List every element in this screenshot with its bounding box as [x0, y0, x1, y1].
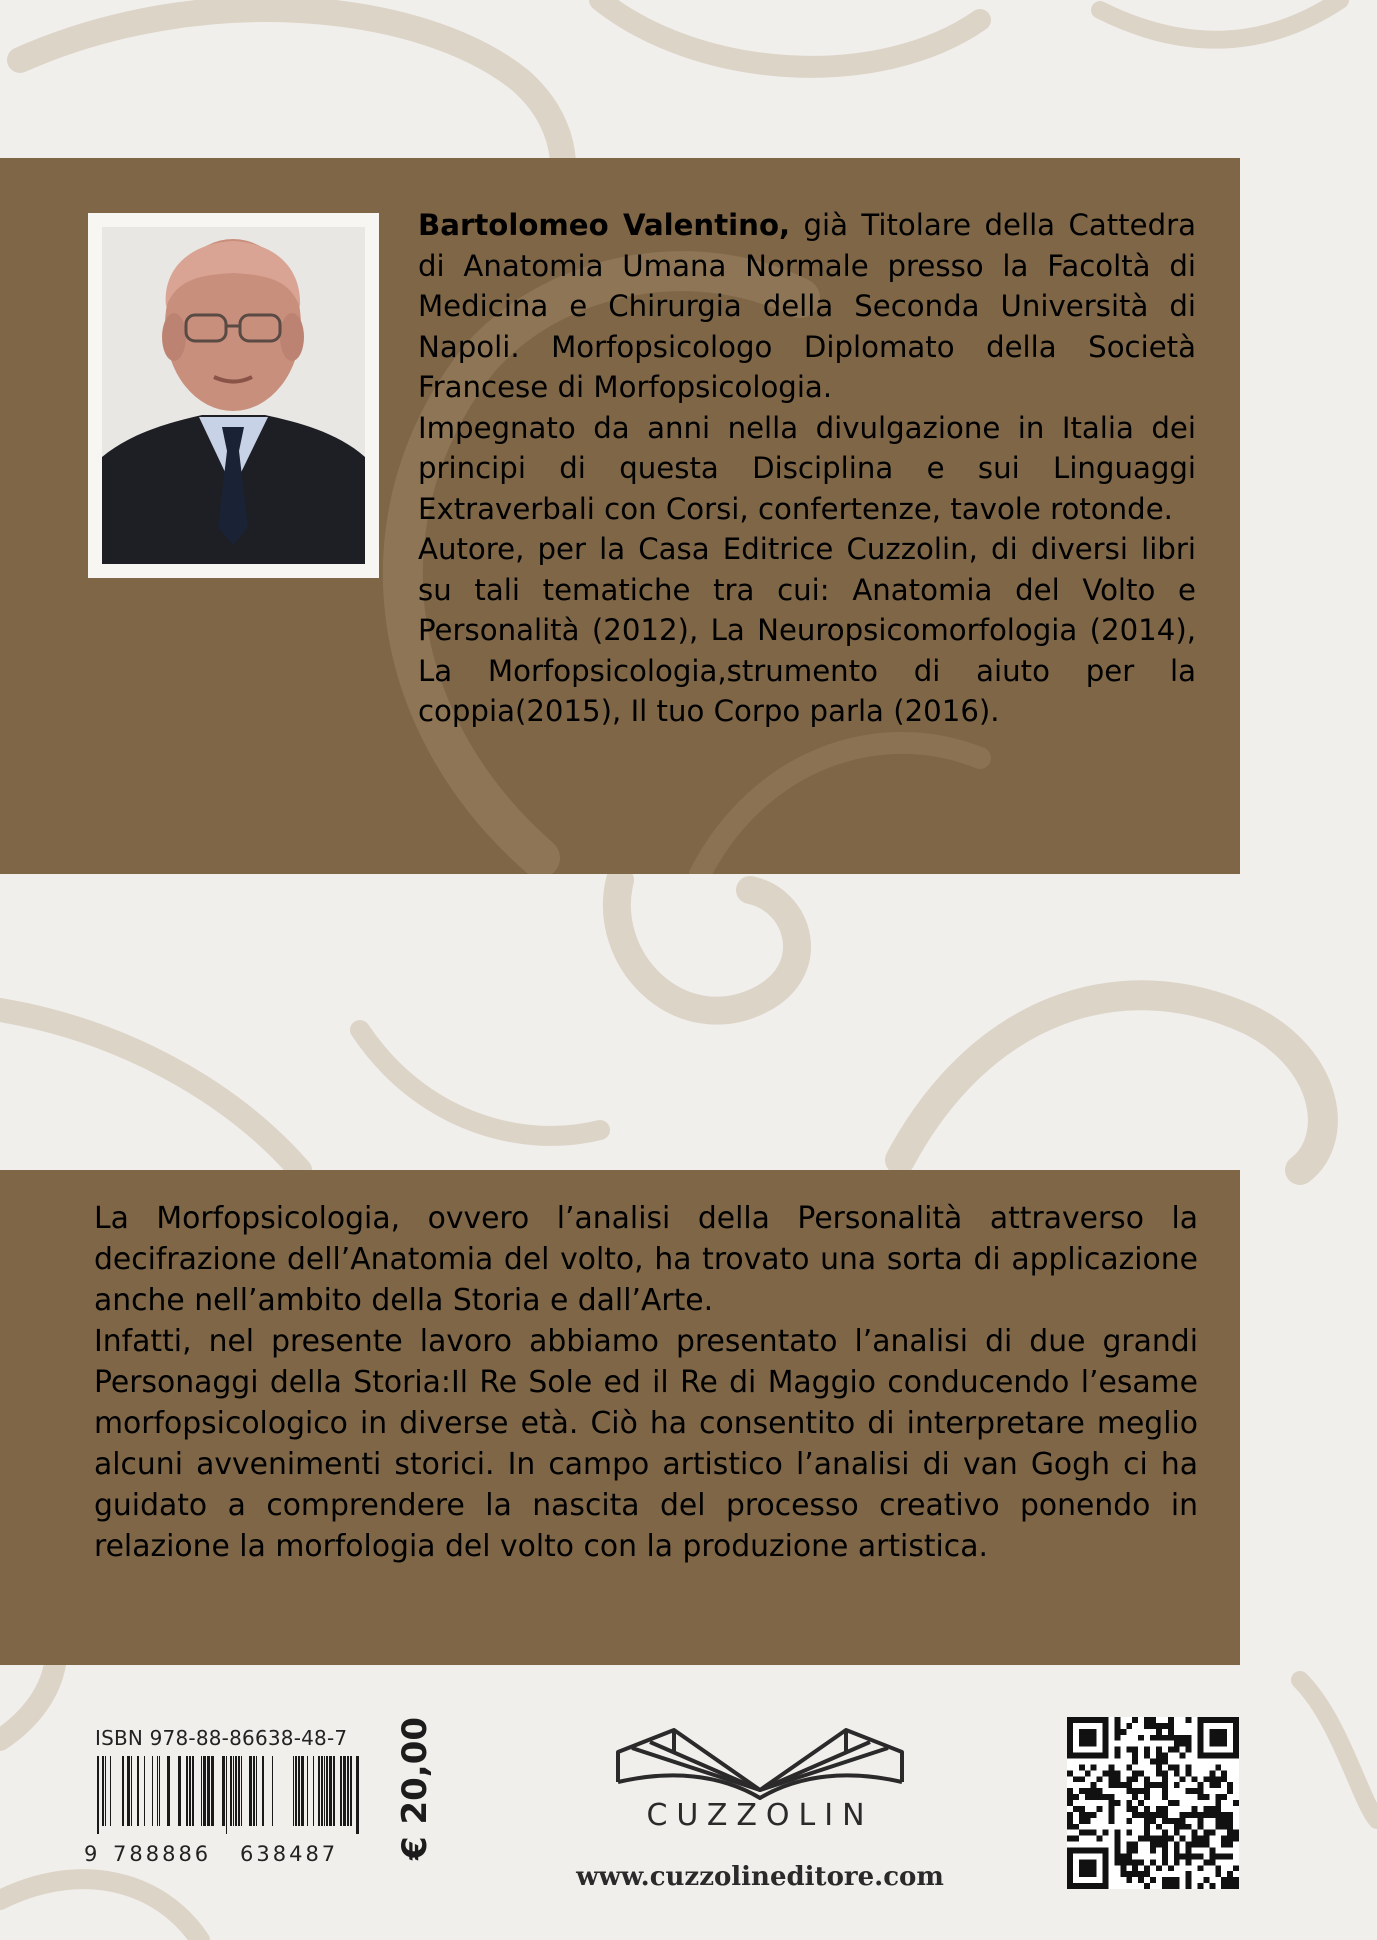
synopsis-text — [94, 1198, 1198, 1567]
bio-text-1: già Titolare della Cattedra di Anatomia Umana Normale presso la Facoltà di Medicina e Chirurgia della Seconda Università di Napoli. Morfopsicologo Diplomato della Società Francese di Morfopsicologia. — [418, 208, 1196, 404]
isbn-label: ISBN 978-88-86638-48-7 — [95, 1726, 348, 1750]
price-label: € 20,00 — [395, 1716, 435, 1860]
barcode-digits-right: 638487 — [240, 1842, 339, 1866]
author-bio — [418, 205, 1196, 732]
bio-paragraph-2: Impegnato da anni nella divulgazione in Italia dei principi di questa Disciplina e sui Linguaggi Extraverbali con Corsi, confertenze, tavole rotonde. — [418, 410, 1196, 526]
synopsis-paragraph-1: La Morfopsicologia, ovvero l’analisi della Personalità attraverso la decifrazione dell’Anatomia del volto, ha trovato una sorta di applicazione anche nell’ambito della Storia e dall’Arte. — [94, 1201, 1198, 1318]
open-book-logo-icon — [610, 1712, 910, 1808]
barcode-digits-left: 788886 — [113, 1842, 212, 1866]
author-name: Bartolomeo Valentino, — [418, 208, 791, 242]
author-photo — [102, 227, 365, 564]
barcode-digit-first: 9 — [84, 1842, 98, 1866]
publisher-website: www.cuzzolineditore.com — [576, 1862, 944, 1892]
qr-code — [1067, 1717, 1239, 1889]
author-photo-frame — [88, 213, 379, 578]
barcode — [95, 1756, 359, 1834]
bio-paragraph-3: Autore, per la Casa Editrice Cuzzolin, di diversi libri su tali tematiche tra cui: Anatomia del Volto e Personalità (2012), La Neuropsicomorfologia (2014), La Morfopsicologia,strumento di aiuto per la coppia(2015), Il tuo Corpo parla (2016). — [418, 532, 1196, 728]
synopsis-paragraph-2: Infatti, nel presente lavoro abbiamo presentato l’analisi di due grandi Personaggi della Storia:Il Re Sole ed il Re di Maggio conducendo l’esame morfopsicologico in diverse età. Ciò ha consentito di interpretare meglio alcuni avvenimenti storici. In campo artistico l’analisi di van Gogh ci ha guidato a comprendere la nascita del processo creativo ponendo in relazione la morfologia del volto con la produzione artistica. — [94, 1324, 1198, 1564]
publisher-name: CUZZOLIN — [646, 1798, 874, 1833]
bio-paragraph-1 — [418, 205, 1196, 408]
